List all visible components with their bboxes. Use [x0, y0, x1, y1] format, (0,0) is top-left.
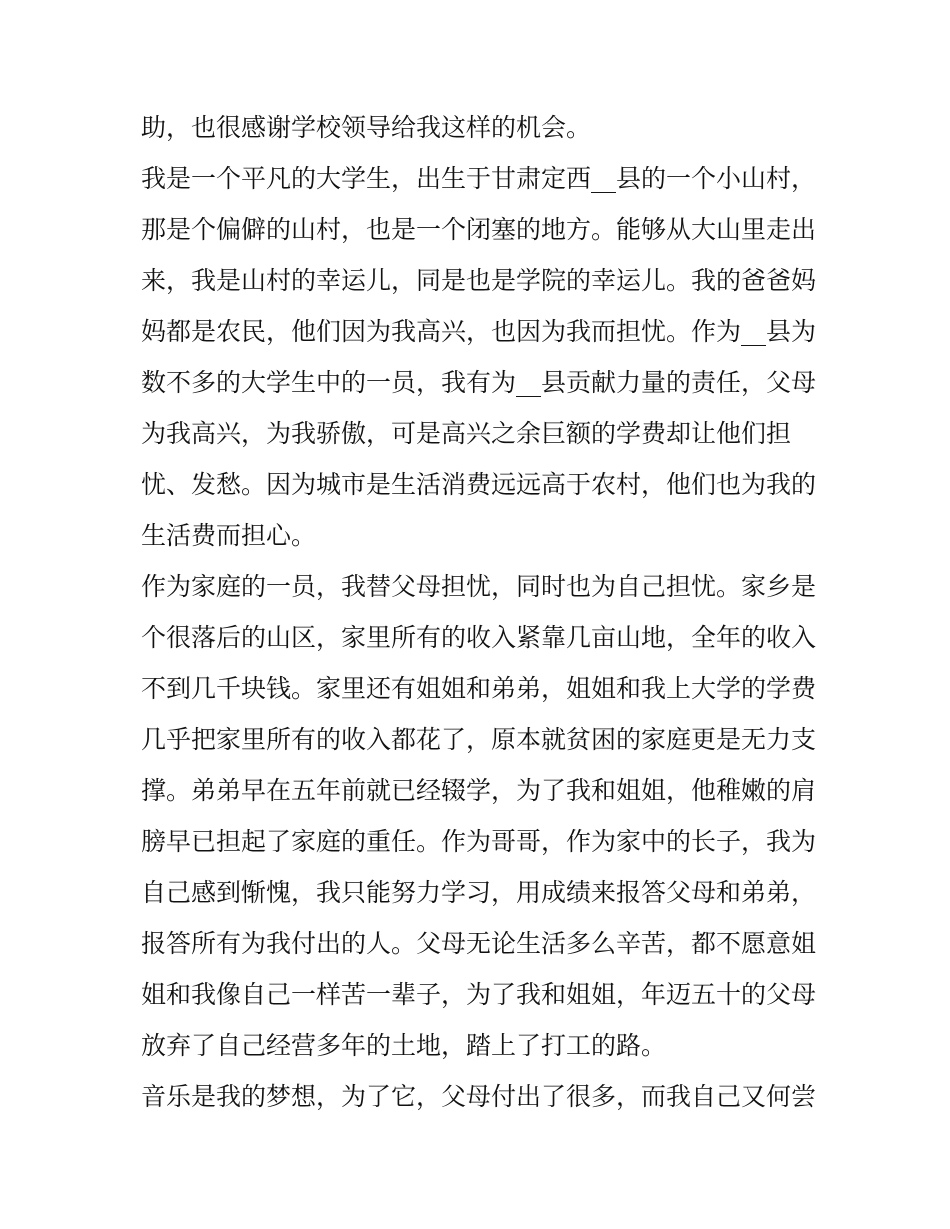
text-line: 助，也很感谢学校领导给我这样的机会。: [141, 113, 592, 142]
text-line: 那是个偏僻的山村，也是一个闭塞的地方。能够从大山里走出: [141, 215, 817, 244]
text-line: 作为家庭的一员，我替父母担忧，同时也为自己担忧。家乡是: [141, 572, 817, 601]
text-line: 撑。弟弟早在五年前就已经辍学，为了我和姐姐，他稚嫩的肩: [141, 776, 817, 805]
text-line: 数不多的大学生中的一员，我有为__县贡献力量的责任，父母: [141, 368, 817, 397]
text-line: 姐和我像自己一样苦一辈子，为了我和姐姐，年迈五十的父母: [141, 980, 817, 1009]
text-line: 报答所有为我付出的人。父母无论生活多么辛苦，都不愿意姐: [141, 929, 817, 958]
text-line: 来，我是山村的幸运儿，同是也是学院的幸运儿。我的爸爸妈: [141, 266, 817, 295]
text-line: 生活费而担心。: [141, 521, 317, 550]
text-line: 自己感到惭愧，我只能努力学习，用成绩来报答父母和弟弟，: [141, 878, 817, 907]
text-line: 个很落后的山区，家里所有的收入紧靠几亩山地，全年的收入: [141, 623, 817, 652]
text-line: 我是一个平凡的大学生，出生于甘肃定西__县的一个小山村，: [141, 164, 817, 193]
text-line: 音乐是我的梦想，为了它，父母付出了很多，而我自己又何尝: [141, 1082, 817, 1111]
text-line: 膀早已担起了家庭的重任。作为哥哥，作为家中的长子，我为: [141, 827, 817, 856]
text-line: 几乎把家里所有的收入都花了，原本就贫困的家庭更是无力支: [141, 725, 817, 754]
text-line: 放弃了自己经营多年的土地，踏上了打工的路。: [141, 1031, 667, 1060]
text-line: 为我高兴，为我骄傲，可是高兴之余巨额的学费却让他们担: [141, 419, 792, 448]
text-line: 妈都是农民，他们因为我高兴，也因为我而担忧。作为__县为: [141, 317, 817, 346]
text-line: 不到几千块钱。家里还有姐姐和弟弟，姐姐和我上大学的学费: [141, 674, 817, 703]
text-line: 忧、发愁。因为城市是生活消费远远高于农村，他们也为我的: [141, 470, 817, 499]
